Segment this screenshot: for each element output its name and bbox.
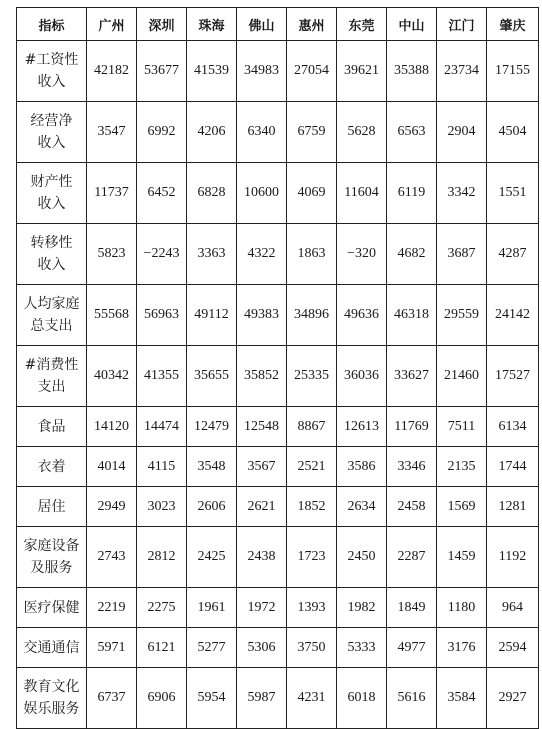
value-cell-zhongshan: 35388 xyxy=(387,41,437,102)
value-cell-guangzhou: 2949 xyxy=(87,487,137,527)
header-row xyxy=(17,8,539,41)
header-cell-guangzhou: 广州 xyxy=(87,8,137,41)
value-cell-huizhou: 1723 xyxy=(287,527,337,588)
value-cell-huizhou: 27054 xyxy=(287,41,337,102)
table-row xyxy=(17,628,539,668)
row-label: #消费性 支出 xyxy=(17,346,87,407)
value-cell-shenzhen: 41355 xyxy=(137,346,187,407)
value-cell-zhuhai: 3548 xyxy=(187,447,237,487)
value-cell-huizhou: 3750 xyxy=(287,628,337,668)
value-cell-guangzhou: 5823 xyxy=(87,224,137,285)
value-cell-shenzhen: 14474 xyxy=(137,407,187,447)
value-cell-guangzhou: 3547 xyxy=(87,102,137,163)
value-cell-zhaoqing: 1744 xyxy=(487,447,539,487)
value-cell-zhongshan: 1849 xyxy=(387,588,437,628)
value-cell-zhuhai: 5277 xyxy=(187,628,237,668)
table-row xyxy=(17,487,539,527)
value-cell-guangzhou: 5971 xyxy=(87,628,137,668)
value-cell-foshan: 1972 xyxy=(237,588,287,628)
table-body xyxy=(17,41,539,729)
table-row xyxy=(17,527,539,588)
value-cell-foshan: 5306 xyxy=(237,628,287,668)
value-cell-zhongshan: 6119 xyxy=(387,163,437,224)
row-label: 教育文化 娱乐服务 xyxy=(17,668,87,729)
value-cell-guangzhou: 11737 xyxy=(87,163,137,224)
value-cell-jiangmen: 7511 xyxy=(437,407,487,447)
header-cell-shenzhen: 深圳 xyxy=(137,8,187,41)
value-cell-huizhou: 1393 xyxy=(287,588,337,628)
value-cell-huizhou: 1852 xyxy=(287,487,337,527)
value-cell-shenzhen: 53677 xyxy=(137,41,187,102)
value-cell-jiangmen: 3176 xyxy=(437,628,487,668)
value-cell-dongguan: 2634 xyxy=(337,487,387,527)
value-cell-guangzhou: 6737 xyxy=(87,668,137,729)
value-cell-huizhou: 6759 xyxy=(287,102,337,163)
value-cell-zhuhai: 1961 xyxy=(187,588,237,628)
value-cell-guangzhou: 4014 xyxy=(87,447,137,487)
row-label: 转移性 收入 xyxy=(17,224,87,285)
row-label: 人均家庭 总支出 xyxy=(17,285,87,346)
header-cell-zhuhai: 珠海 xyxy=(187,8,237,41)
row-label: #工资性 收入 xyxy=(17,41,87,102)
value-cell-zhaoqing: 4287 xyxy=(487,224,539,285)
value-cell-jiangmen: 29559 xyxy=(437,285,487,346)
value-cell-foshan: 5987 xyxy=(237,668,287,729)
value-cell-foshan: 34983 xyxy=(237,41,287,102)
value-cell-shenzhen: −2243 xyxy=(137,224,187,285)
value-cell-zhaoqing: 1192 xyxy=(487,527,539,588)
value-cell-foshan: 2621 xyxy=(237,487,287,527)
value-cell-dongguan: 36036 xyxy=(337,346,387,407)
table-row xyxy=(17,224,539,285)
value-cell-zhuhai: 4206 xyxy=(187,102,237,163)
value-cell-zhuhai: 5954 xyxy=(187,668,237,729)
header-cell-jiangmen: 江门 xyxy=(437,8,487,41)
value-cell-guangzhou: 55568 xyxy=(87,285,137,346)
value-cell-zhuhai: 3363 xyxy=(187,224,237,285)
value-cell-zhongshan: 11769 xyxy=(387,407,437,447)
value-cell-dongguan: 5333 xyxy=(337,628,387,668)
value-cell-jiangmen: 2904 xyxy=(437,102,487,163)
table-row xyxy=(17,41,539,102)
value-cell-huizhou: 25335 xyxy=(287,346,337,407)
value-cell-zhuhai: 35655 xyxy=(187,346,237,407)
value-cell-shenzhen: 2275 xyxy=(137,588,187,628)
row-label: 经营净 收入 xyxy=(17,102,87,163)
value-cell-dongguan: 49636 xyxy=(337,285,387,346)
value-cell-shenzhen: 4115 xyxy=(137,447,187,487)
value-cell-zhuhai: 6828 xyxy=(187,163,237,224)
value-cell-zhaoqing: 964 xyxy=(487,588,539,628)
value-cell-zhongshan: 4977 xyxy=(387,628,437,668)
value-cell-zhuhai: 12479 xyxy=(187,407,237,447)
value-cell-zhongshan: 2458 xyxy=(387,487,437,527)
table-row xyxy=(17,588,539,628)
row-label: 衣着 xyxy=(17,447,87,487)
value-cell-huizhou: 2521 xyxy=(287,447,337,487)
header-cell-indicator: 指标 xyxy=(17,8,87,41)
value-cell-foshan: 4322 xyxy=(237,224,287,285)
value-cell-shenzhen: 56963 xyxy=(137,285,187,346)
value-cell-jiangmen: 23734 xyxy=(437,41,487,102)
value-cell-guangzhou: 42182 xyxy=(87,41,137,102)
data-table xyxy=(16,7,539,729)
value-cell-zhongshan: 3346 xyxy=(387,447,437,487)
value-cell-zhongshan: 2287 xyxy=(387,527,437,588)
row-label: 交通通信 xyxy=(17,628,87,668)
value-cell-jiangmen: 3584 xyxy=(437,668,487,729)
value-cell-jiangmen: 1569 xyxy=(437,487,487,527)
row-label: 财产性 收入 xyxy=(17,163,87,224)
value-cell-dongguan: 3586 xyxy=(337,447,387,487)
value-cell-shenzhen: 2812 xyxy=(137,527,187,588)
value-cell-shenzhen: 6121 xyxy=(137,628,187,668)
value-cell-zhongshan: 46318 xyxy=(387,285,437,346)
value-cell-dongguan: 6018 xyxy=(337,668,387,729)
value-cell-huizhou: 8867 xyxy=(287,407,337,447)
value-cell-zhongshan: 5616 xyxy=(387,668,437,729)
row-label: 医疗保健 xyxy=(17,588,87,628)
value-cell-foshan: 2438 xyxy=(237,527,287,588)
value-cell-guangzhou: 2743 xyxy=(87,527,137,588)
value-cell-guangzhou: 2219 xyxy=(87,588,137,628)
table-row xyxy=(17,285,539,346)
value-cell-jiangmen: 2135 xyxy=(437,447,487,487)
value-cell-zhaoqing: 2927 xyxy=(487,668,539,729)
header-cell-zhaoqing: 肇庆 xyxy=(487,8,539,41)
value-cell-zhuhai: 2425 xyxy=(187,527,237,588)
value-cell-foshan: 12548 xyxy=(237,407,287,447)
value-cell-dongguan: 11604 xyxy=(337,163,387,224)
value-cell-zhaoqing: 4504 xyxy=(487,102,539,163)
value-cell-huizhou: 4231 xyxy=(287,668,337,729)
value-cell-zhongshan: 4682 xyxy=(387,224,437,285)
value-cell-zhongshan: 6563 xyxy=(387,102,437,163)
value-cell-huizhou: 34896 xyxy=(287,285,337,346)
value-cell-dongguan: 12613 xyxy=(337,407,387,447)
value-cell-shenzhen: 6906 xyxy=(137,668,187,729)
value-cell-dongguan: 1982 xyxy=(337,588,387,628)
value-cell-foshan: 49383 xyxy=(237,285,287,346)
value-cell-shenzhen: 3023 xyxy=(137,487,187,527)
value-cell-jiangmen: 3687 xyxy=(437,224,487,285)
header-cell-huizhou: 惠州 xyxy=(287,8,337,41)
value-cell-foshan: 10600 xyxy=(237,163,287,224)
value-cell-zhongshan: 33627 xyxy=(387,346,437,407)
value-cell-jiangmen: 1180 xyxy=(437,588,487,628)
value-cell-dongguan: −320 xyxy=(337,224,387,285)
header-cell-foshan: 佛山 xyxy=(237,8,287,41)
header-cell-dongguan: 东莞 xyxy=(337,8,387,41)
value-cell-zhaoqing: 6134 xyxy=(487,407,539,447)
value-cell-zhuhai: 41539 xyxy=(187,41,237,102)
value-cell-guangzhou: 40342 xyxy=(87,346,137,407)
value-cell-foshan: 35852 xyxy=(237,346,287,407)
value-cell-jiangmen: 3342 xyxy=(437,163,487,224)
table-row xyxy=(17,163,539,224)
table-row xyxy=(17,407,539,447)
value-cell-shenzhen: 6452 xyxy=(137,163,187,224)
row-label: 食品 xyxy=(17,407,87,447)
value-cell-huizhou: 4069 xyxy=(287,163,337,224)
row-label: 家庭设备 及服务 xyxy=(17,527,87,588)
value-cell-guangzhou: 14120 xyxy=(87,407,137,447)
value-cell-foshan: 6340 xyxy=(237,102,287,163)
table-row xyxy=(17,668,539,729)
value-cell-dongguan: 39621 xyxy=(337,41,387,102)
table-row xyxy=(17,447,539,487)
value-cell-dongguan: 2450 xyxy=(337,527,387,588)
value-cell-zhuhai: 49112 xyxy=(187,285,237,346)
value-cell-shenzhen: 6992 xyxy=(137,102,187,163)
value-cell-jiangmen: 1459 xyxy=(437,527,487,588)
value-cell-huizhou: 1863 xyxy=(287,224,337,285)
header-cell-zhongshan: 中山 xyxy=(387,8,437,41)
value-cell-zhaoqing: 24142 xyxy=(487,285,539,346)
value-cell-zhaoqing: 17527 xyxy=(487,346,539,407)
row-label: 居住 xyxy=(17,487,87,527)
value-cell-zhuhai: 2606 xyxy=(187,487,237,527)
value-cell-zhaoqing: 1281 xyxy=(487,487,539,527)
value-cell-zhaoqing: 1551 xyxy=(487,163,539,224)
value-cell-dongguan: 5628 xyxy=(337,102,387,163)
value-cell-jiangmen: 21460 xyxy=(437,346,487,407)
table-row xyxy=(17,346,539,407)
table-row xyxy=(17,102,539,163)
value-cell-zhaoqing: 2594 xyxy=(487,628,539,668)
value-cell-foshan: 3567 xyxy=(237,447,287,487)
value-cell-zhaoqing: 17155 xyxy=(487,41,539,102)
